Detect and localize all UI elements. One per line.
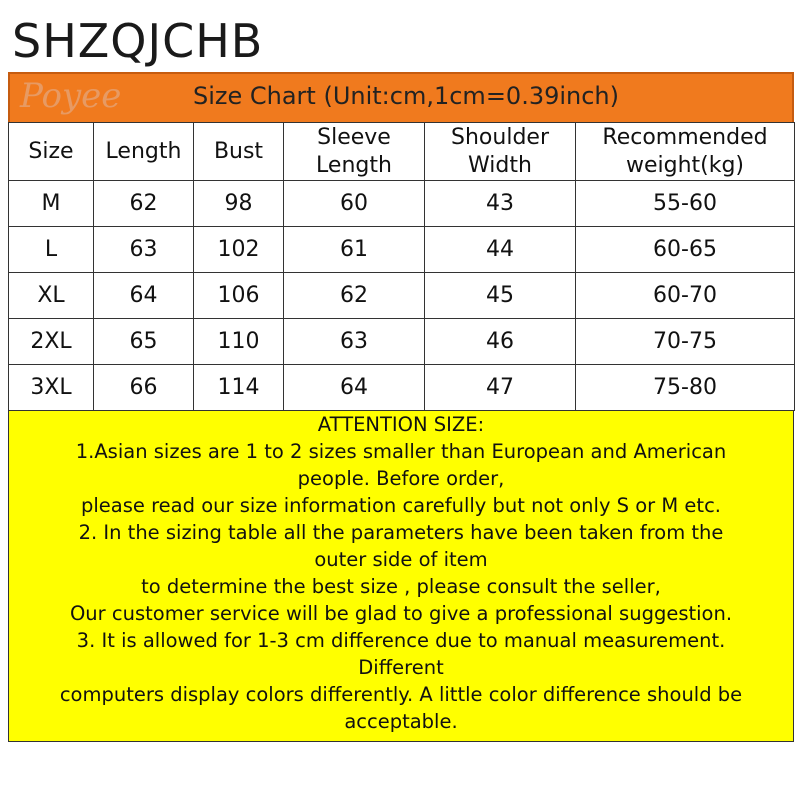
size-table: [8, 122, 795, 411]
table-cell: 110: [194, 319, 284, 365]
table-cell: 70-75: [576, 319, 795, 365]
brand-name: SHZQJCHB: [12, 14, 264, 68]
note-line: outer side of item: [314, 548, 488, 571]
table-cell: 64: [284, 365, 425, 411]
header-sleeve-length: Sleeve Length: [284, 123, 425, 181]
table-row: [9, 319, 795, 365]
table-row: [9, 227, 795, 273]
table-header-row: [9, 123, 795, 181]
table-cell: 106: [194, 273, 284, 319]
table-cell: 102: [194, 227, 284, 273]
table-cell: 46: [425, 319, 576, 365]
note-line: please read our size information carefully but not only S or M etc.: [81, 494, 721, 517]
header-bust: Bust: [194, 123, 284, 181]
header-recommended-weight: Recommended weight(kg): [576, 123, 795, 181]
note-line: Our customer service will be glad to give a professional suggestion.: [69, 602, 733, 625]
table-cell: 47: [425, 365, 576, 411]
table-cell: 63: [284, 319, 425, 365]
note-line: to determine the best size , please consult the seller,: [141, 575, 661, 598]
table-cell: XL: [9, 273, 94, 319]
table-cell: L: [9, 227, 94, 273]
header-length: Length: [94, 123, 194, 181]
table-row: [9, 181, 795, 227]
chart-title-bar: [8, 72, 794, 122]
table-cell: 3XL: [9, 365, 94, 411]
table-cell: 45: [425, 273, 576, 319]
header-size: Size: [9, 123, 94, 181]
table-cell: 114: [194, 365, 284, 411]
watermark: Poyee: [20, 76, 122, 116]
note-line: 2. In the sizing table all the parameters have been taken from the: [78, 521, 724, 544]
table-cell: 2XL: [9, 319, 94, 365]
table-cell: 60-70: [576, 273, 795, 319]
table-row: [9, 273, 795, 319]
note-line: 1.Asian sizes are 1 to 2 sizes smaller than European and American: [75, 440, 727, 463]
chart-title: Size Chart (Unit:cm,1cm=0.39inch): [192, 82, 620, 110]
attention-note: [8, 411, 794, 742]
size-chart: [8, 72, 794, 742]
table-cell: 55-60: [576, 181, 795, 227]
table-cell: 66: [94, 365, 194, 411]
note-line: people. Before order,: [297, 467, 505, 490]
table-cell: M: [9, 181, 94, 227]
note-line: Different: [358, 656, 444, 679]
table-cell: 44: [425, 227, 576, 273]
note-line: 3. It is allowed for 1-3 cm difference due to manual measurement.: [76, 629, 726, 652]
table-cell: 43: [425, 181, 576, 227]
header-shoulder-width: Shoulder Width: [425, 123, 576, 181]
table-cell: 61: [284, 227, 425, 273]
table-row: [9, 365, 795, 411]
table-cell: 98: [194, 181, 284, 227]
table-cell: 60-65: [576, 227, 795, 273]
note-line: ATTENTION SIZE:: [317, 413, 485, 436]
table-cell: 62: [284, 273, 425, 319]
table-cell: 75-80: [576, 365, 795, 411]
table-cell: 63: [94, 227, 194, 273]
note-line: computers display colors differently. A little color difference should be: [59, 683, 743, 706]
table-cell: 60: [284, 181, 425, 227]
table-cell: 64: [94, 273, 194, 319]
table-cell: 65: [94, 319, 194, 365]
table-cell: 62: [94, 181, 194, 227]
note-line: acceptable.: [344, 710, 458, 733]
brand-logo: [0, 0, 360, 72]
